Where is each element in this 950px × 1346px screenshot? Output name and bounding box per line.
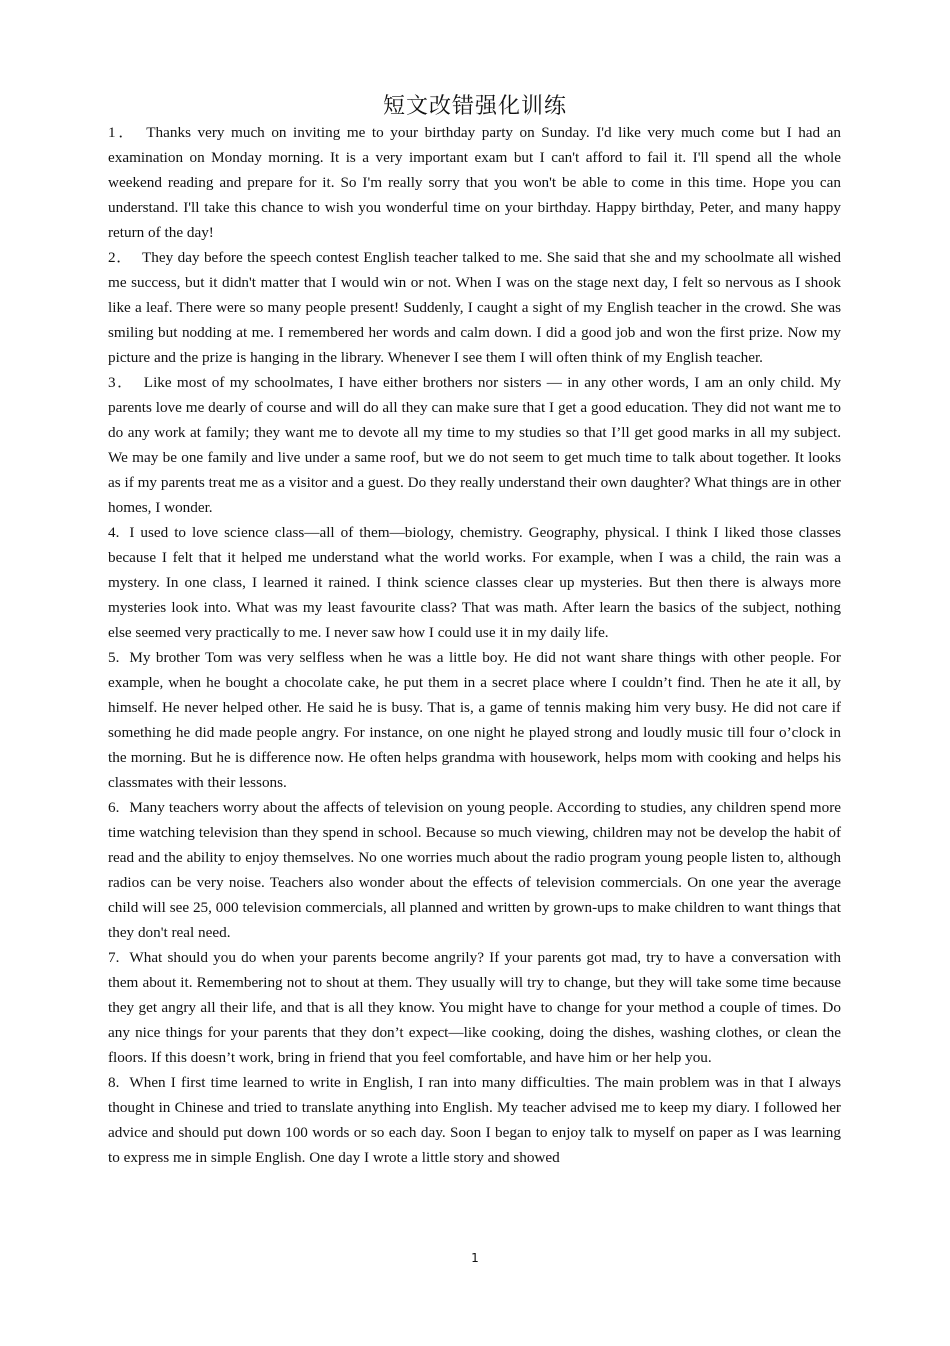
exercise-paragraph-3 (108, 370, 841, 520)
paragraph-number: 4. (108, 524, 120, 541)
paragraph-number: 2． (108, 249, 132, 266)
exercise-paragraph-5 (108, 645, 841, 795)
paragraph-number: 6. (108, 799, 120, 816)
paragraph-number: 5. (108, 649, 120, 666)
exercise-paragraph-2 (108, 245, 841, 370)
page-number: 1 (471, 1251, 479, 1265)
paragraph-text: What should you do when your parents become angrily? If your parents got mad, try to have a conversation with them about it. Remembering not to shout at them. They usually will try to change, but they will take some time because they get angry all their life, and that is all they know. You might have to change for your method a couple of times. Do any nice things for your parents that they don’t expect—like cooking, doing the dishes, washing clothes, or clean the floors. If this doesn’t work, bring in friend that you feel comfortable, and have him or her help you. (108, 949, 841, 1066)
paragraph-text: My brother Tom was very selfless when he was a little boy. He did not want share things with other people. For example, when he bought a chocolate cake, he put them in a secret place where I couldn’t find. Then he ate it all, by himself. He never helped other. He said he is busy. That is, a game of tennis making him very busy. He did not care if something he did made people angry. For instance, on one night he played strong and loudly music till four o’clock in the morning. But he is difference now. He often helps grandma with housework, helps mom with cooking and helps his classmates with their lessons. (108, 649, 841, 791)
paragraph-text: I used to love science class—all of them—biology, chemistry. Geography, physical. I think I liked those classes because I felt that it helped me understand what the world works. For example, when I was a child, the rain was a mystery. In one class, I learned it rained. I think science classes clear up mysteries. But then there is always more mysteries look into. What was my least favourite class? That was math. After learn the basics of the subject, nothing else seemed very practically to me. I never saw how I could use it in my daily life. (108, 524, 841, 641)
paragraph-number: 1． (108, 124, 137, 141)
page-title: 短文改错强化训练 (382, 94, 567, 119)
paragraph-text: They day before the speech contest English teacher talked to me. She said that she and my schoolmate all wished me success, but it didn't matter that I would win or not. When I was on the stage next day, I felt so nervous as I shook like a leaf. There were so many people present! Suddenly, I caught a sight of my English teacher in the crowd. She was smiling but nodding at me. I remembered her words and calm down. I did a good job and won the first prize. Now my picture and the prize is hanging in the library. Whenever I see them I will often think of my English teacher. (108, 249, 841, 366)
exercise-paragraph-6 (108, 795, 841, 945)
exercise-paragraph-1 (108, 120, 841, 245)
exercise-list (108, 120, 841, 1170)
paragraph-text: Many teachers worry about the affects of television on young people. According to studies, any children spend more time watching television than they spend in school. Because so much viewing, children may not be develop the habit of read and the ability to enjoy themselves. No one worries much about the radio program young people listen to, although radios can be very noise. Teachers also wonder about the effects of television commercials. On one year the average child will see 25, 000 television commercials, all planned and written by grown-ups to make children to want things that they don't real need. (108, 799, 841, 941)
paragraph-text: Thanks very much on inviting me to your birthday party on Sunday. I'd like very much come but I had an examination on Monday morning. It is a very important exam but I can't afford to fail it. I'll spend all the whole weekend reading and prepare for it. So I'm really sorry that you won't be able to come in this time. Hope you can understand. I'll take this chance to wish you wonderful time on your birthday. Happy birthday, Peter, and many happy return of the day! (108, 124, 842, 241)
exercise-paragraph-7 (108, 945, 841, 1070)
paragraph-number: 7. (108, 949, 120, 966)
paragraph-number: 8. (108, 1074, 120, 1091)
paragraph-number: 3． (108, 374, 134, 391)
exercise-paragraph-4 (108, 520, 841, 645)
paragraph-text: Like most of my schoolmates, I have either brothers nor sisters — in any other words, I am an only child. My parents love me dearly of course and will do all they can make sure that I get a good education. They did not want me to do any work at family; they want me to devote all my time to my studies so that I’ll get good marks in all my subject. We may be one family and live under a same roof, but we do not seem to get much time to talk about together. It looks as if my parents treat me as a visitor and a guest. Do they really understand their own daughter? What things are in other homes, I wonder. (108, 374, 841, 516)
paragraph-text: When I first time learned to write in English, I ran into many difficulties. The main problem was in that I always thought in Chinese and tried to translate anything into English. My teacher advised me to keep my diary. I followed her advice and should put down 100 words or so each day. Soon I began to enjoy talk to myself on paper as I was learning to express me in simple English. One day I wrote a little story and showed (108, 1074, 841, 1166)
exercise-paragraph-8 (108, 1070, 841, 1170)
